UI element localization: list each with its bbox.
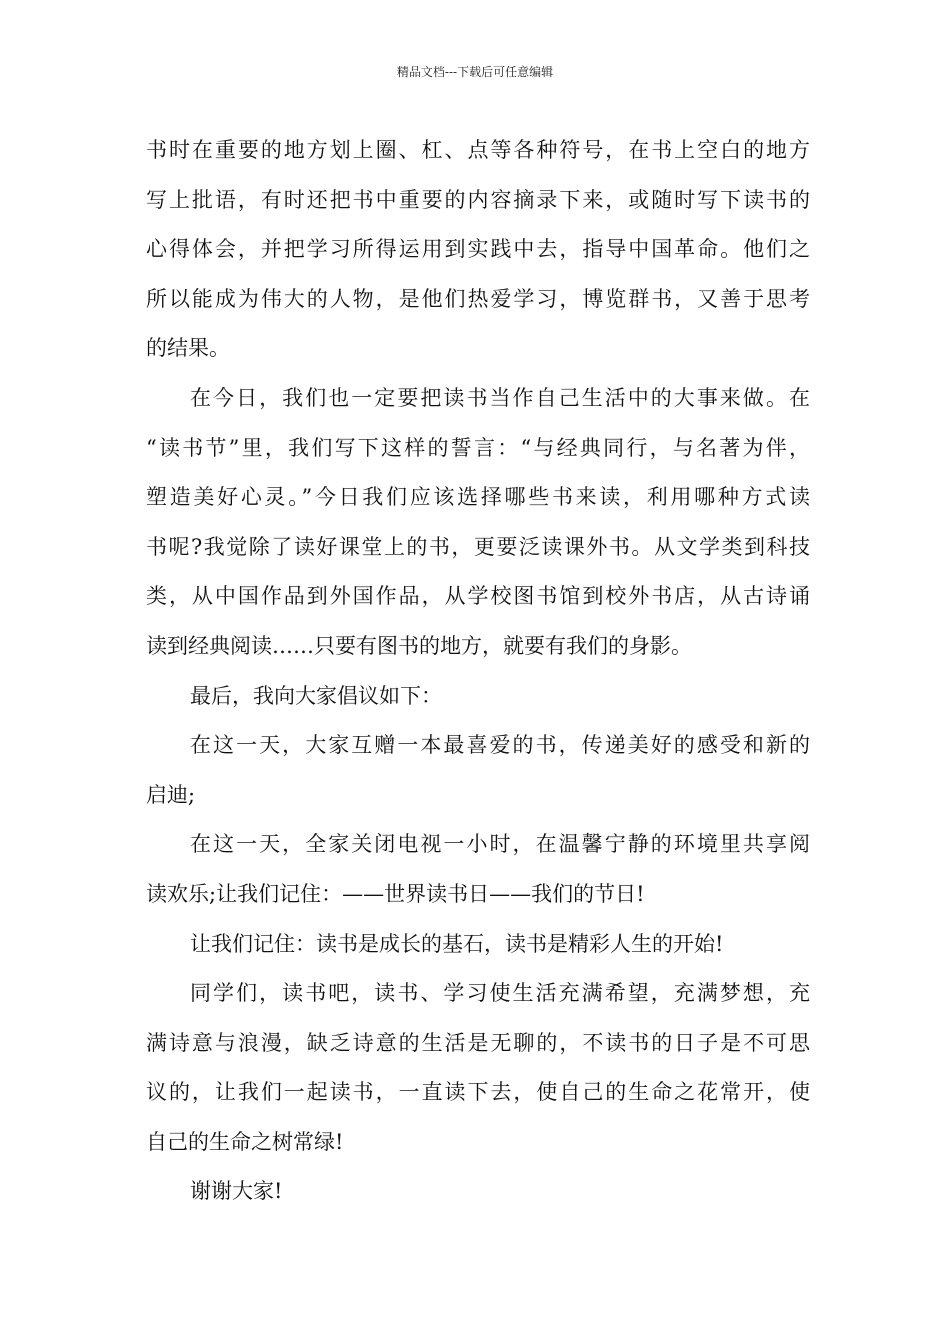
text-line: 在这一天，大家互赠一本最喜爱的书，传递美好的感受和新的 — [190, 733, 810, 758]
paragraph — [146, 721, 810, 820]
paragraph — [146, 820, 810, 919]
text-line: 所以能成为伟大的人物，是他们热爱学习，博览群书，又善于思考 — [146, 286, 810, 311]
paragraph — [146, 126, 810, 374]
text-line: 满诗意与浪漫，缺乏诗意的生活是无聊的，不读书的日子是不可思 — [146, 1030, 810, 1055]
text-line: 读到经典阅读……只要有图书的地方，就要有我们的身影。 — [146, 633, 692, 658]
text-line: 读欢乐;让我们记住：——世界读书日——我们的节日! — [146, 881, 645, 906]
text-line: 写上批语，有时还把书中重要的内容摘录下来，或随时写下读书的 — [146, 187, 810, 212]
text-line: “读书节”里，我们写下这样的誓言：“与经典同行，与名著为伴， — [146, 435, 810, 460]
document-body — [146, 126, 810, 1217]
text-line: 启迪; — [146, 782, 196, 807]
text-line: 同学们，读书吧，读书、学习使生活充满希望，充满梦想，充 — [190, 981, 810, 1006]
text-line: 书呢?我觉除了读好课堂上的书，更要泛读课外书。从文学类到科技 — [146, 534, 810, 559]
text-line: 在今日，我们也一定要把读书当作自己生活中的大事来做。在 — [190, 385, 810, 410]
paragraph — [146, 672, 810, 722]
text-line: 在这一天，全家关闭电视一小时，在温馨宁静的环境里共享阅 — [190, 832, 810, 857]
paragraph — [146, 1167, 810, 1217]
text-line: 塑造美好心灵。”今日我们应该选择哪些书来读，利用哪种方式读 — [146, 485, 810, 510]
paragraph — [146, 969, 810, 1167]
text-line: 谢谢大家! — [190, 1179, 283, 1204]
paragraph — [146, 920, 810, 970]
text-line: 类，从中国作品到外国作品，从学校图书馆到校外书店，从古诗诵 — [146, 584, 810, 609]
page-header: 精品文档---下载后可任意编辑 — [396, 65, 554, 79]
text-line: 心得体会，并把学习所得运用到实践中去，指导中国革命。他们之 — [146, 237, 810, 262]
text-line: 的结果。 — [146, 336, 230, 361]
text-line: 自己的生命之树常绿! — [146, 1129, 344, 1154]
text-line: 书时在重要的地方划上圈、杠、点等各种符号，在书上空白的地方 — [146, 138, 810, 162]
paragraph — [146, 374, 810, 672]
text-line: 议的，让我们一起读书，一直读下去，使自己的生命之花常开，使 — [146, 1080, 810, 1105]
text-line: 最后，我向大家倡议如下： — [190, 683, 442, 708]
text-line: 让我们记住：读书是成长的基石，读书是精彩人生的开始! — [190, 931, 724, 956]
